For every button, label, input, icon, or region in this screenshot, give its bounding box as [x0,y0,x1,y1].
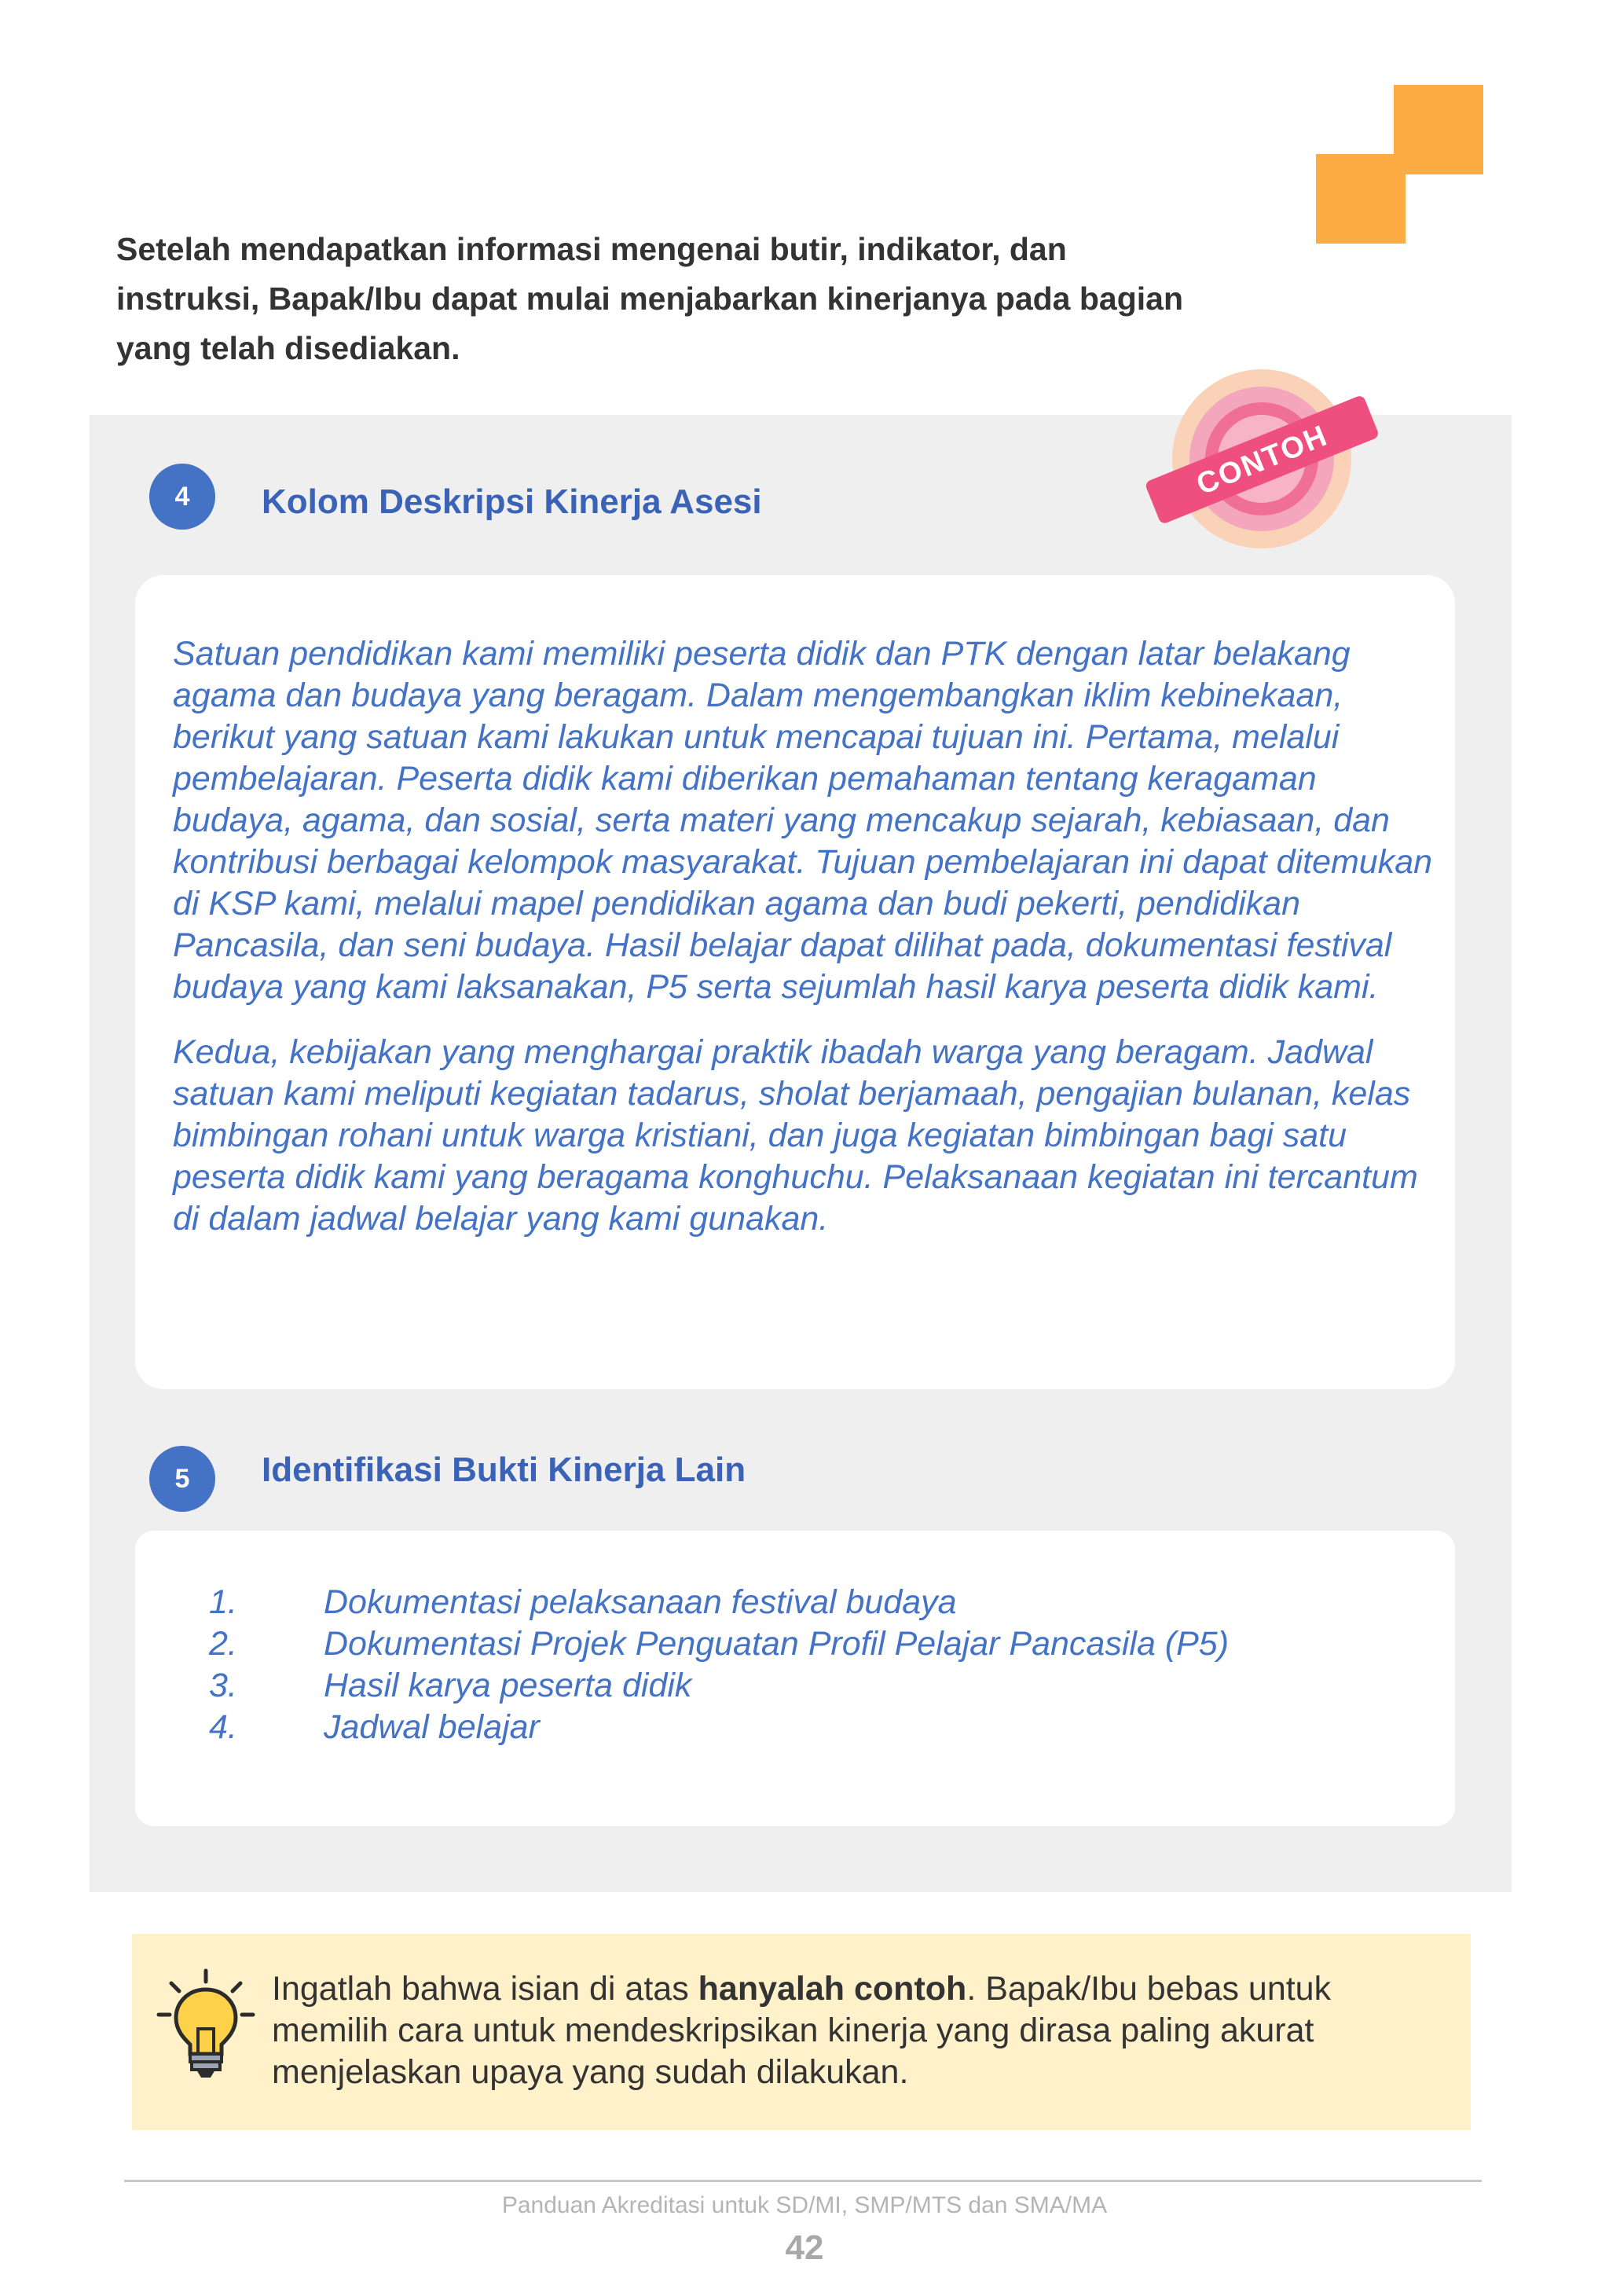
footer-divider [124,2180,1482,2182]
step-number-badge: 5 [149,1446,215,1512]
description-paragraph: Satuan pendidikan kami memiliki peserta didik dan PTK dengan latar belakang agama dan budaya yang beragam. Dalam mengembangkan iklim kebinekaan, berikut yang satuan kami lakukan untuk mencapai tujuan ini. Pertama, melalui pembelajaran. Peserta didik kami diberikan pemahaman tentang keragaman budaya, agama, dan sosial, serta materi yang mencakup sejarah, kebiasaan, dan kontribusi berbagai kelompok masyarakat. Tujuan pembelajaran ini dapat ditemukan di KSP kami, melalui mapel pendidikan agama dan budi pekerti, pendidikan Pancasila, dan seni budaya. Hasil belajar dapat dilihat pada, dokumentasi festival budaya yang kami laksanakan, P5 serta sejumlah hasil karya peserta didik kami. [173,635,1433,1006]
list-item [196,1707,1453,1748]
list-item-number: 3. [209,1667,237,1704]
note-text-start: Ingatlah bahwa isian di atas [272,1970,698,2008]
list-item-text: Hasil karya peserta didik [324,1667,692,1704]
contoh-stamp [1134,366,1391,555]
list-item-number: 1. [209,1583,237,1621]
list-item-text: Dokumentasi pelaksanaan festival budaya [324,1583,957,1621]
evidence-list [196,1582,1453,1748]
note-emphasis: hanyalah contoh [698,1970,967,2008]
section-title: Kolom Deskripsi Kinerja Asesi [262,482,762,521]
note-text-end: . Bapak/Ibu bebas untuk memilih cara untuk mendeskripsikan kinerja yang dirasa paling akurat menjelaskan upaya yang sudah dilakukan. [272,1970,1332,2091]
list-item-number: 4. [209,1708,237,1746]
lightbulb-icon [156,1966,256,2081]
section-title: Identifikasi Bukti Kinerja Lain [262,1451,746,1489]
footer-title: Panduan Akreditasi untuk SD/MI, SMP/MTS dan SMA/MA [501,2192,1108,2218]
list-item [196,1582,1453,1623]
step-number-badge: 4 [149,464,215,530]
list-item-text: Jadwal belajar [324,1708,540,1746]
decorative-square-top [1394,85,1483,174]
page-number: 42 [785,2228,824,2267]
description-text [173,633,1446,1264]
note-text [272,1968,1450,2093]
list-item-text: Dokumentasi Projek Penguatan Profil Pelajar Pancasila (P5) [324,1625,1230,1663]
decorative-square-bottom [1316,154,1406,244]
intro-paragraph: Setelah mendapatkan informasi mengenai butir, indikator, dan instruksi, Bapak/Ibu dapat mulai menjabarkan kinerjanya pada bagian yang telah disediakan. [116,231,1183,366]
list-item [196,1623,1453,1665]
description-paragraph: Kedua, kebijakan yang menghargai praktik ibadah warga yang beragam. Jadwal satuan kami meliputi kegiatan tadarus, sholat berjamaah, pengajian bulanan, kelas bimbingan rohani untuk warga kristiani, dan juga kegiatan bimbingan bagi satu peserta didik kami yang beragama konghuchu. Pelaksanaan kegiatan ini tercantum di dalam jadwal belajar yang kami gunakan. [173,1033,1418,1238]
list-item [196,1665,1453,1707]
list-item-number: 2. [209,1625,237,1663]
stamp-label: CONTOH [1192,419,1333,502]
